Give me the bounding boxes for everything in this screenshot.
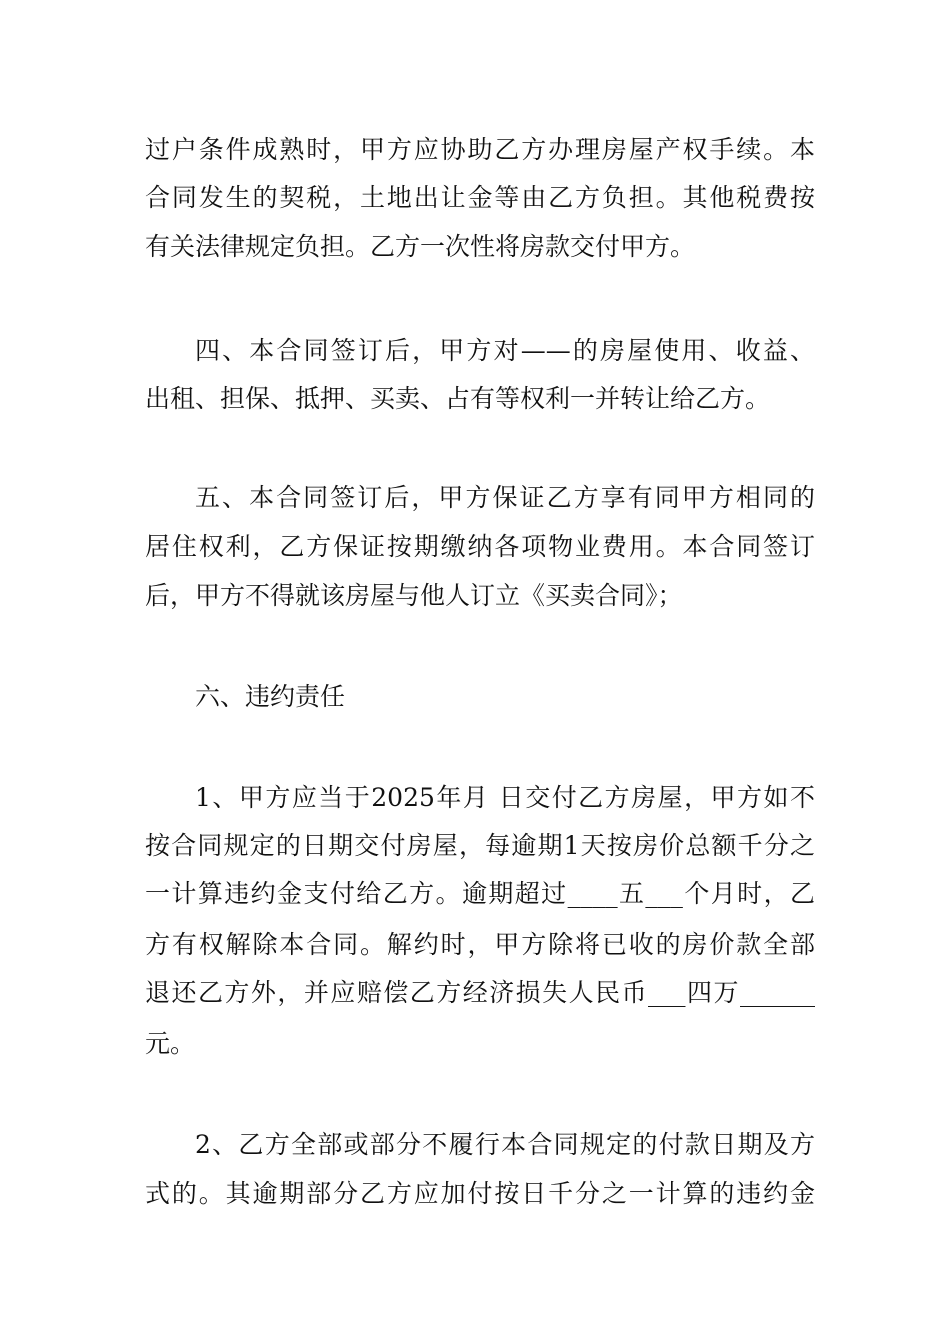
section-heading-breach-liability: 六、违约责任 (195, 682, 346, 711)
paragraph-5-line-1: 1、甲方应当于2025年月 日交付乙方房屋，甲方如不 (195, 783, 815, 812)
paragraph-5-line-4: 方有权解除本合同。解约时，甲方除将已收的房价款全部 (145, 930, 815, 959)
paragraph-6-line-2: 式的。其逾期部分乙方应加付按日千分之一计算的违约金 (145, 1179, 815, 1208)
paragraph-5-line-3: 一计算违约金支付给乙方。逾期超过____五___个月时，乙 (145, 879, 815, 908)
paragraph-5-line-2: 按合同规定的日期交付房屋，每逾期1天按房价总额千分之 (145, 831, 815, 860)
paragraph-6-line-1: 2、乙方全部或部分不履行本合同规定的付款日期及方 (195, 1130, 815, 1159)
paragraph-1-line-1: 过户条件成熟时，甲方应协助乙方办理房屋产权手续。本 (145, 135, 815, 164)
paragraph-5-line-5: 退还乙方外，并应赔偿乙方经济损失人民币___四万______ (145, 978, 815, 1007)
paragraph-1-line-2: 合同发生的契税，土地出让金等由乙方负担。其他税费按 (145, 183, 815, 212)
paragraph-2-line-2: 出租、担保、抵押、买卖、占有等权利一并转让给乙方。 (145, 384, 771, 413)
paragraph-5-line-6: 元。 (145, 1029, 196, 1058)
paragraph-3-line-1: 五、本合同签订后，甲方保证乙方享有同甲方相同的 (195, 483, 815, 512)
paragraph-3-line-3: 后，甲方不得就该房屋与他人订立《买卖合同》； (145, 581, 683, 610)
paragraph-1-line-3: 有关法律规定负担。乙方一次性将房款交付甲方。 (145, 232, 696, 261)
paragraph-3-line-2: 居住权利，乙方保证按期缴纳各项物业费用。本合同签订 (145, 532, 815, 561)
paragraph-2-line-1: 四、本合同签订后，甲方对——的房屋使用、收益、 (195, 336, 815, 365)
